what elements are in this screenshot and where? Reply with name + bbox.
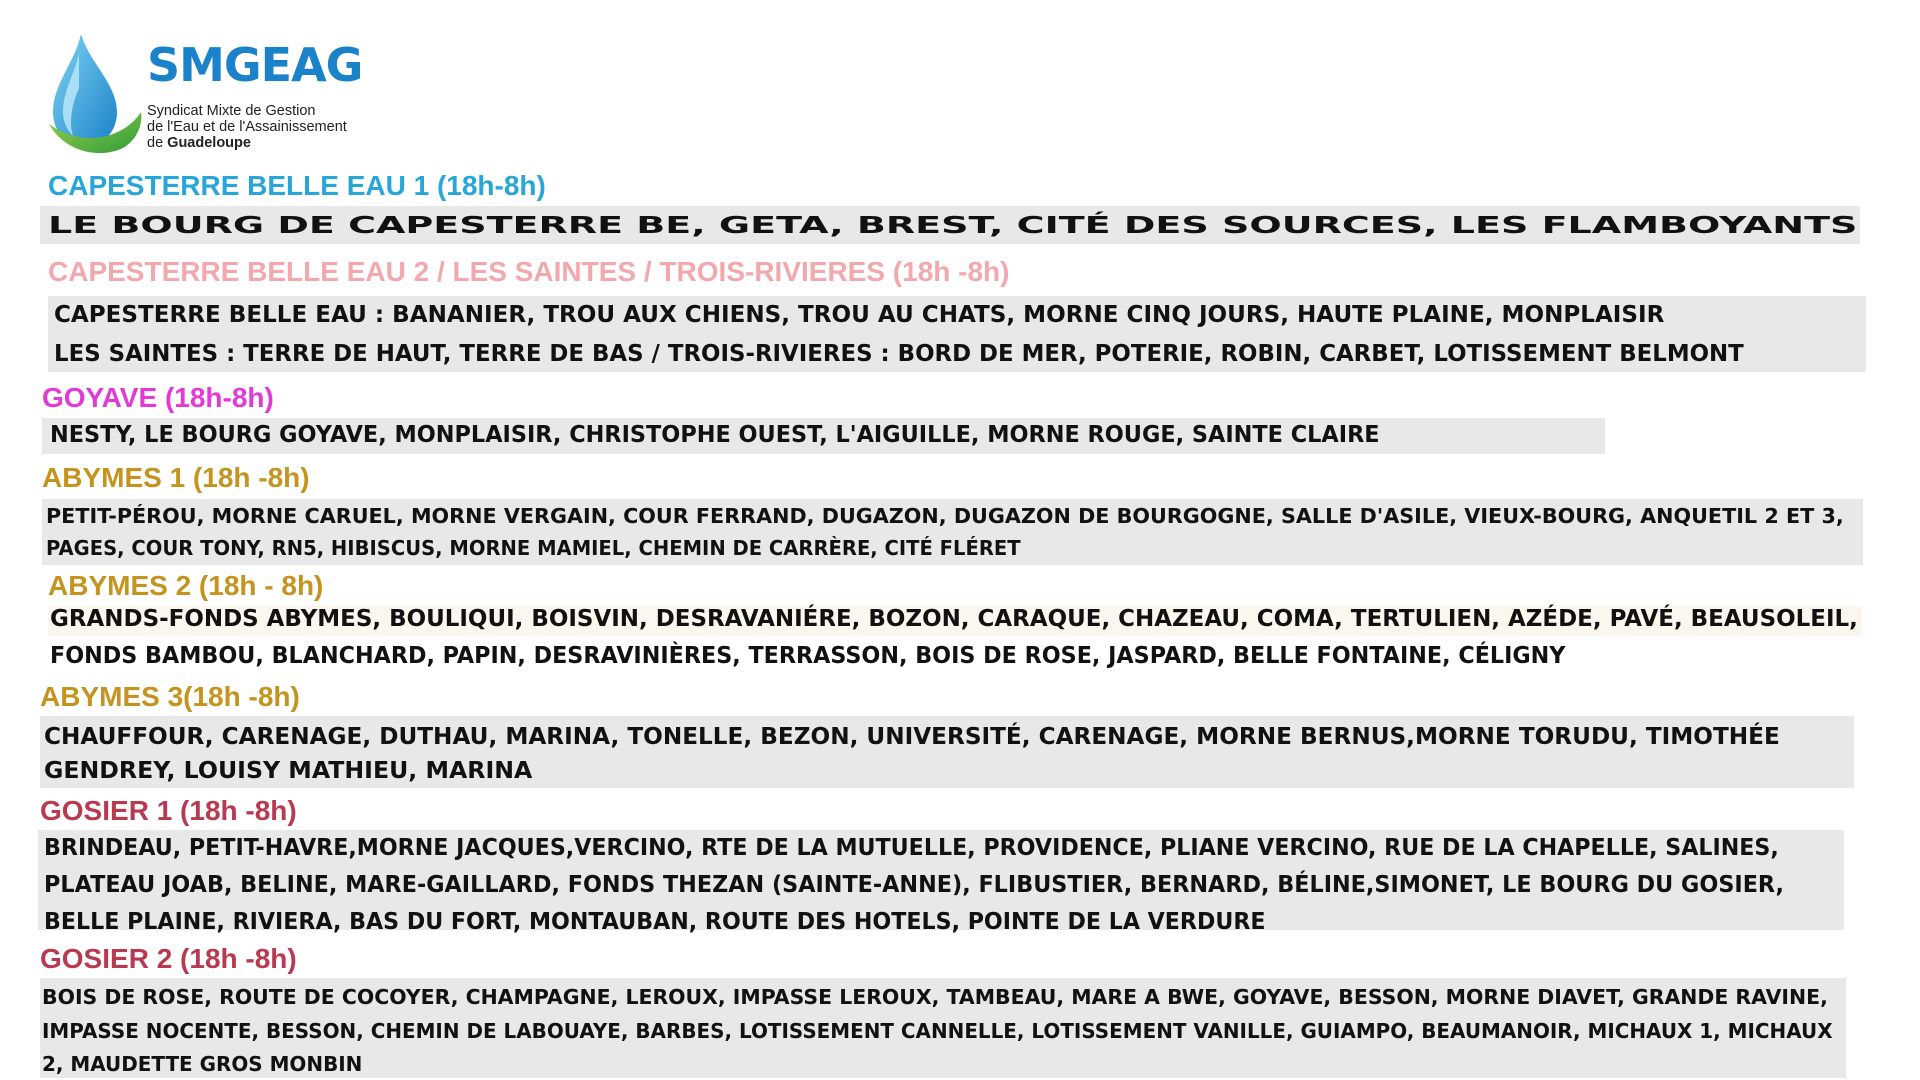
section-title: ABYMES 2 (18h - 8h) [48, 570, 324, 601]
section-title: ABYMES 3(18h -8h) [40, 681, 300, 712]
logo-name: SMGEAG [147, 38, 363, 92]
section-line: BOIS DE ROSE, ROUTE DE COCOYER, CHAMPAGNE, LEROUX, IMPASSE LEROUX, TAMBEAU, MARE A BWE, GOYAVE, BESSON, MORNE DIAVET, GRANDE RAVINE, [42, 985, 1828, 1009]
section-title: CAPESTERRE BELLE EAU 2 / LES SAINTES / TROIS-RIVIERES (18h -8h) [48, 256, 1010, 287]
logo-tagline-2: de l'Eau et de l'Assainissement [147, 119, 347, 135]
section-title: CAPESTERRE BELLE EAU 1 (18h-8h) [48, 170, 546, 201]
section-line: CHAUFFOUR, CARENAGE, DUTHAU, MARINA, TONELLE, BEZON, UNIVERSITÉ, CARENAGE, MORNE BERNUS,MORNE TORUDU, TIMOTHÉE [44, 724, 1780, 750]
smgeag-logo [45, 32, 375, 162]
section-line: FONDS BAMBOU, BLANCHARD, PAPIN, DESRAVINIÈRES, TERRASSON, BOIS DE ROSE, JASPARD, BELLE FONTAINE, CÉLIGNY [50, 643, 1566, 669]
section-title: GOYAVE (18h-8h) [42, 382, 274, 413]
section-line: BELLE PLAINE, RIVIERA, BAS DU FORT, MONTAUBAN, ROUTE DES HOTELS, POINTE DE LA VERDURE [44, 909, 1266, 935]
section-line: 2, MAUDETTE GROS MONBIN [42, 1052, 363, 1076]
section-line: GRANDS-FONDS ABYMES, BOULIQUI, BOISVIN, DESRAVANIÉRE, BOZON, CARAQUE, CHAZEAU, COMA, TERTULIEN, AZÉDE, PAVÉ, BEAUSOLEIL, [50, 606, 1858, 632]
section-line: LES SAINTES : TERRE DE HAUT, TERRE DE BAS / TROIS-RIVIERES : BORD DE MER, POTERIE, ROBIN, CARBET, LOTISSEMENT BELMONT [54, 341, 1744, 367]
logo-tagline-3-prefix: de [147, 135, 168, 151]
section-line: NESTY, LE BOURG GOYAVE, MONPLAISIR, CHRISTOPHE OUEST, L'AIGUILLE, MORNE ROUGE, SAINTE CLAIRE [50, 422, 1380, 448]
section-line: IMPASSE NOCENTE, BESSON, CHEMIN DE LABOUAYE, BARBES, LOTISSEMENT CANNELLE, LOTISSEMENT VANILLE, GUIAMPO, BEAUMANOIR, MICHAUX 1, MICHAUX [42, 1019, 1833, 1043]
water-drop-icon [45, 32, 145, 162]
logo-tagline-1: Syndicat Mixte de Gestion [147, 103, 316, 119]
section-line: GENDREY, LOUISY MATHIEU, MARINA [44, 758, 533, 784]
logo-tagline-3-bold: Guadeloupe [167, 135, 251, 151]
section-title: GOSIER 1 (18h -8h) [40, 795, 297, 826]
section-line: PAGES, COUR TONY, RN5, HIBISCUS, MORNE MAMIEL, CHEMIN DE CARRÈRE, CITÉ FLÉRET [46, 536, 1021, 560]
section-line: LE BOURG DE CAPESTERRE BE, GETA, BREST, CITÉ DES SOURCES, LES FLAMBOYANTS [48, 213, 1858, 239]
section-title: ABYMES 1 (18h -8h) [42, 462, 310, 493]
section-line: PETIT-PÉROU, MORNE CARUEL, MORNE VERGAIN, COUR FERRAND, DUGAZON, DUGAZON DE BOURGOGNE, SALLE D'ASILE, VIEUX-BOURG, ANQUETIL 2 ET 3, [46, 504, 1844, 528]
logo-tagline-3 [147, 136, 251, 151]
section-line: BRINDEAU, PETIT-HAVRE,MORNE JACQUES,VERCINO, RTE DE LA MUTUELLE, PROVIDENCE, PLIANE VERCINO, RUE DE LA CHAPELLE, SALINES, [44, 835, 1779, 861]
section-line: CAPESTERRE BELLE EAU : BANANIER, TROU AUX CHIENS, TROU AU CHATS, MORNE CINQ JOURS, HAUTE PLAINE, MONPLAISIR [54, 302, 1665, 328]
section-title: GOSIER 2 (18h -8h) [40, 943, 297, 974]
section-line: PLATEAU JOAB, BELINE, MARE-GAILLARD, FONDS THEZAN (SAINTE-ANNE), FLIBUSTIER, BERNARD, BÉLINE,SIMONET, LE BOURG DU GOSIER, [44, 872, 1784, 898]
